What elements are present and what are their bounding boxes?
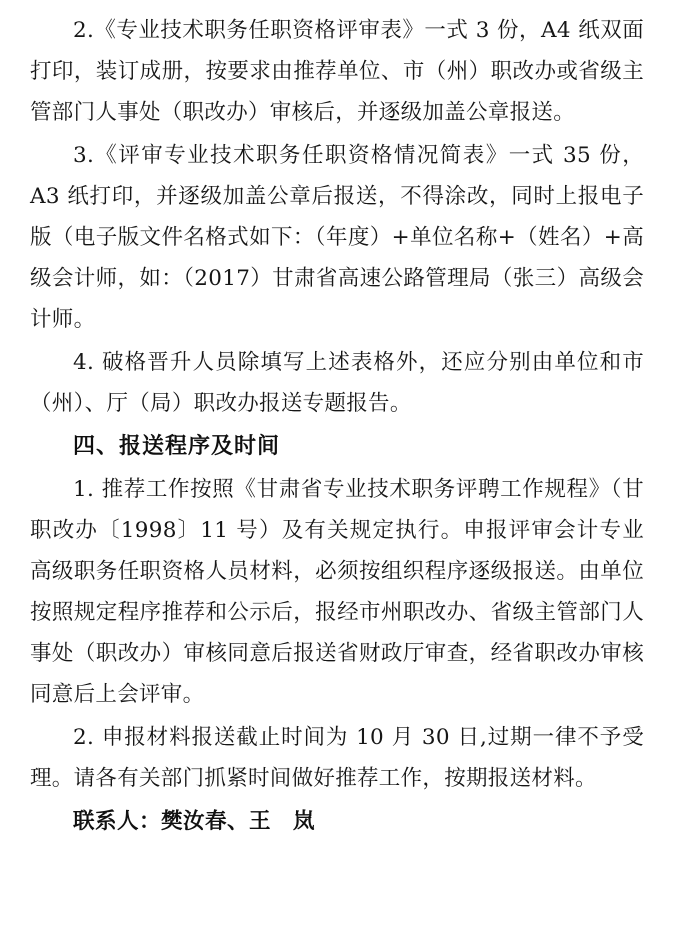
paragraph-item-4: 4. 破格晋升人员除填写上述表格外，还应分别由单位和市（州）、厅（局）职改办报送专题报告。 xyxy=(30,350,644,416)
paragraph-section-four-item-2: 2. 申报材料报送截止时间为 10 月 30 日,过期一律不予受理。请各有关部门抓紧时间做好推荐工作，按期报送材料。 xyxy=(30,725,644,791)
paragraph-item-2: 2.《专业技术职务任职资格评审表》一式 3 份，A4 纸双面打印，装订成册，按要求由推荐单位、市（州）职改办或省级主管部门人事处（职改办）审核后，并逐级加盖公章报送。 xyxy=(30,18,644,125)
paragraph-item-3: 3.《评审专业技术职务任职资格情况简表》一式 35 份， A3 纸打印，并逐级加盖公章后报送，不得涂改，同时上报电子版（电子版文件名格式如下：（年度）+单位名称+（姓名）+高级会计师，如：（2017）甘肃省高速公路管理局（张三）高级会计师。 xyxy=(30,143,644,332)
paragraph-section-four-item-1: 1. 推荐工作按照《甘肃省专业技术职务评聘工作规程》（甘职改办〔1998〕11 号）及有关规定执行。申报评审会计专业高级职务任职资格人员材料，必须按组织程序逐级报送。由单位按照规定程序推荐和公示后，报经市州职改办、省级主管部门人事处（职改办）审核同意后报送省财政厅审查，经省职改办审核同意后上会评审。 xyxy=(30,477,644,707)
contact-persons-line: 联系人：樊汝春、王 岚 xyxy=(73,809,316,834)
section-heading-four: 四、报送程序及时间 xyxy=(73,433,281,459)
